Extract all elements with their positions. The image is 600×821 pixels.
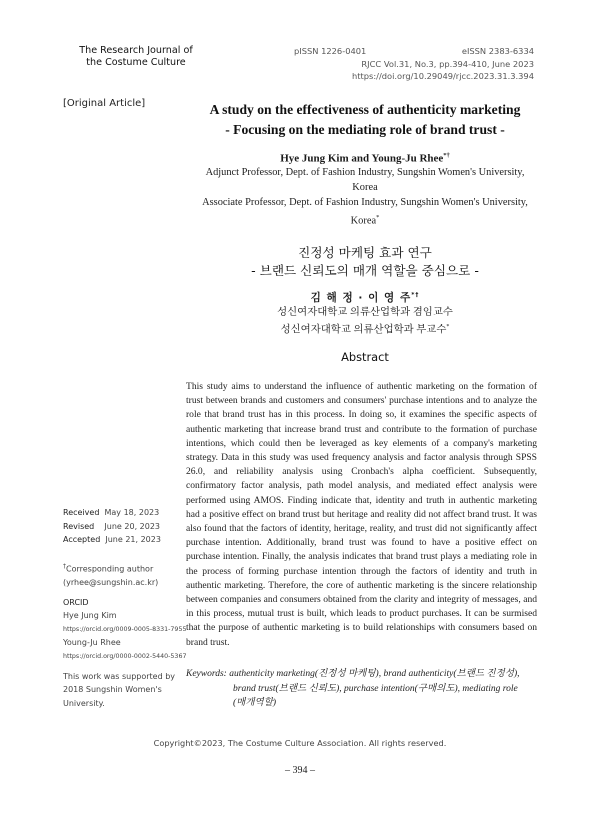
affiliation-ko-1: 성신여자대학교 의류산업학과 겸임교수 xyxy=(277,307,453,318)
orcid-link-2[interactable]: https://orcid.org/0000-0002-5440-5367 xyxy=(63,652,187,660)
authors-ko xyxy=(190,290,540,305)
authors-ko-names: 김 해 정 · 이 영 주 xyxy=(310,292,412,304)
journal-name-line2: the Costume Culture xyxy=(86,57,186,68)
affiliations-ko xyxy=(190,305,540,337)
publication-info xyxy=(294,45,534,83)
affiliation-en-1 xyxy=(190,165,540,195)
page-number: – 394 – xyxy=(285,765,315,776)
citation: RJCC Vol.31, No.3, pp.394-410, June 2023 xyxy=(361,58,534,69)
authors-en-names: Hye Jung Kim and Young-Ju Rhee xyxy=(280,152,444,165)
doi-link[interactable]: https://doi.org/10.29049/rjcc.2023.31.3.394 xyxy=(352,71,534,81)
funding-note-line1: This work was supported by xyxy=(63,672,176,681)
affiliation-en-2-cont: Korea* xyxy=(350,213,380,227)
accepted-date: Accepted June 21, 2023 xyxy=(63,535,161,545)
affiliation-en-1-cont: Korea xyxy=(352,181,378,193)
received-date: Received May 18, 2023 xyxy=(63,508,160,517)
authors-ko-mark: *† xyxy=(411,291,420,299)
authors-en xyxy=(190,152,540,165)
orcid-block xyxy=(63,596,188,663)
title-en-line2: - Focusing on the mediating role of brand trust - xyxy=(225,122,505,137)
copyright: Copyright©2023, The Costume Culture Association. All rights reserved. xyxy=(153,738,447,748)
keywords-label: Keywords: xyxy=(186,669,227,679)
corresponding-author-label: †Corresponding author xyxy=(63,563,154,574)
article-type: [Original Article] xyxy=(63,98,146,109)
journal-name xyxy=(66,45,206,69)
corresponding-author-email[interactable]: (yrhee@sungshin.ac.kr) xyxy=(63,577,159,587)
title-ko xyxy=(190,244,540,279)
funding-note-line2: 2018 Sungshin Women's xyxy=(63,685,162,695)
article-dates xyxy=(63,506,183,547)
journal-name-line1: The Research Journal of xyxy=(79,45,193,56)
abstract-body: This study aims to understand the influence of authentic marketing on the formation of trust between brands and customers and consumers' purchase intentions and to analyze the role that brand trust has in this process. In doing so, it examines the specific aspects of authentic marketing that increase brand trust and contribute to the formation of purchase intentions, which could then be leveraged as key elements of a company's marketing strategy. Data in this study was used frequency analysis and factor analysis through SPSS 26.0, and reliability analysis using Cronbach's alpha coefficient. Subsequently, confirmatory factor analysis, path model analysis, and mediated effect analysis were performed using AMOS. Finding indicate that, identity and truth in authentic marketing had a positive effect on brand trust but heritage and reality did not affect brand trust. It was also found that the factors of identity, heritage, reality, and trust did not significantly affect purchase intention. Additionally, brand trust was found to have a positive effect on purchase intention. Finally, the analysis indicates that brand trust plays a mediating role in the process of forming purchase intention through the factors of identity and truth in authentic marketing. Therefore, the core of authentic marketing is the sincere relationship between companies and consumers obtained from the clarity and integrity of messages, and in this process, mutual trust is built, which leads to product purchases. It can be surmised that the purpose of authentic marketing is to build relationships with consumers based on brand trust. xyxy=(186,381,537,648)
affiliation-en-2-text: Associate Professor, Dept. of Fashion Industry, Sungshin Women's University, xyxy=(202,196,528,208)
title-ko-line2: - 브랜드 신뢰도의 매개 역할을 중심으로 - xyxy=(251,262,479,278)
keywords xyxy=(186,667,538,711)
funding-note xyxy=(63,670,185,710)
funding-note-line3: University. xyxy=(63,698,105,708)
keywords-line1: authenticity marketing(진정성 마케팅), brand authenticity(브랜드 진정성), xyxy=(229,669,520,679)
affiliation-en-2 xyxy=(190,195,540,228)
affiliation-ko-2: 성신여자대학교 의류산업학과 부교수* xyxy=(280,324,450,336)
revised-date: Revised June 20, 2023 xyxy=(63,521,161,531)
orcid-label: ORCID xyxy=(63,598,89,607)
abstract-heading: Abstract xyxy=(341,350,389,364)
affiliation-en-1-text: Adjunct Professor, Dept. of Fashion Industry, Sungshin Women's University, xyxy=(205,166,525,178)
pissn: pISSN 1226-0401 xyxy=(294,46,367,56)
corresponding-author xyxy=(63,560,183,589)
authors-en-mark: *† xyxy=(443,152,450,159)
orcid-link-1[interactable]: https://orcid.org/0009-0005-8331-7955 xyxy=(63,625,187,633)
title-en-line1: A study on the effectiveness of authenticity marketing xyxy=(209,102,521,117)
title-ko-line1: 진정성 마케팅 효과 연구 xyxy=(298,245,432,260)
orcid-name-1: Hye Jung Kim xyxy=(63,611,117,621)
keywords-line3: (매개역할) xyxy=(233,698,277,708)
eissn: eISSN 2383-6334 xyxy=(461,46,534,56)
keywords-line2: brand trust(브랜드 신뢰도), purchase intention(구매의도), mediating role xyxy=(233,683,518,694)
orcid-name-2: Young-Ju Rhee xyxy=(63,638,121,648)
title-block xyxy=(190,100,540,228)
